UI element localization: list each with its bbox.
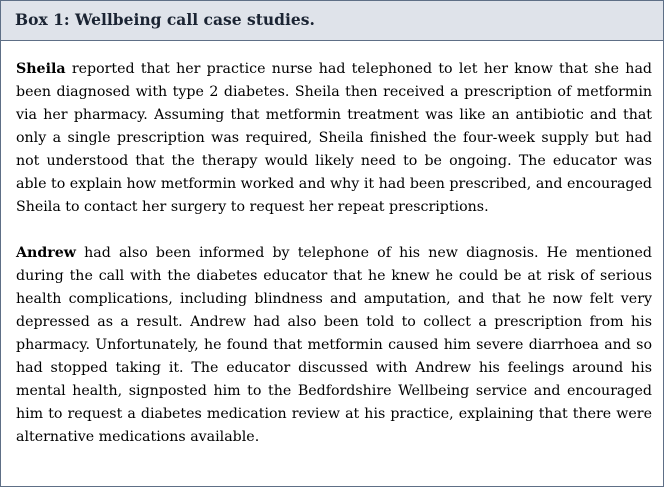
case-name: Sheila — [16, 61, 66, 77]
case-name: Andrew — [16, 245, 76, 261]
box-title: Box 1: Wellbeing call case studies. — [15, 10, 315, 29]
case-study-sheila — [16, 58, 652, 219]
case-study-andrew — [16, 242, 652, 449]
case-text: had also been informed by telephone of his new diagnosis. He mentioned during the call with the diabetes educator that he knew he could be at risk of serious health complications, including blindness and amputation, and that he now felt very depressed as a result. Andrew had also been told to collect a prescription from his pharmacy. Unfortunately, he found that metformin caused him severe diarrhoea and so had stopped taking it. The educator discussed with Andrew his feelings around his mental health, signposted him to the Bedfordshire Wellbeing service and encouraged him to request a diabetes medication review at his practice, explaining that there were alternative medications available. — [16, 245, 652, 445]
box-body — [16, 58, 652, 449]
case-text: reported that her practice nurse had telephoned to let her know that she had been diagnosed with type 2 diabetes. Sheila then received a prescription of metformin via her pharmacy. Assuming that metformin treatment was like an antibiotic and that only a single prescription was required, Sheila finished the four-week supply but had not understood that the therapy would likely need to be ongoing. The educator was able to explain how metformin worked and why it had been prescribed, and encouraged Sheila to contact her surgery to request her repeat prescriptions. — [16, 61, 652, 215]
box-header — [1, 1, 663, 41]
